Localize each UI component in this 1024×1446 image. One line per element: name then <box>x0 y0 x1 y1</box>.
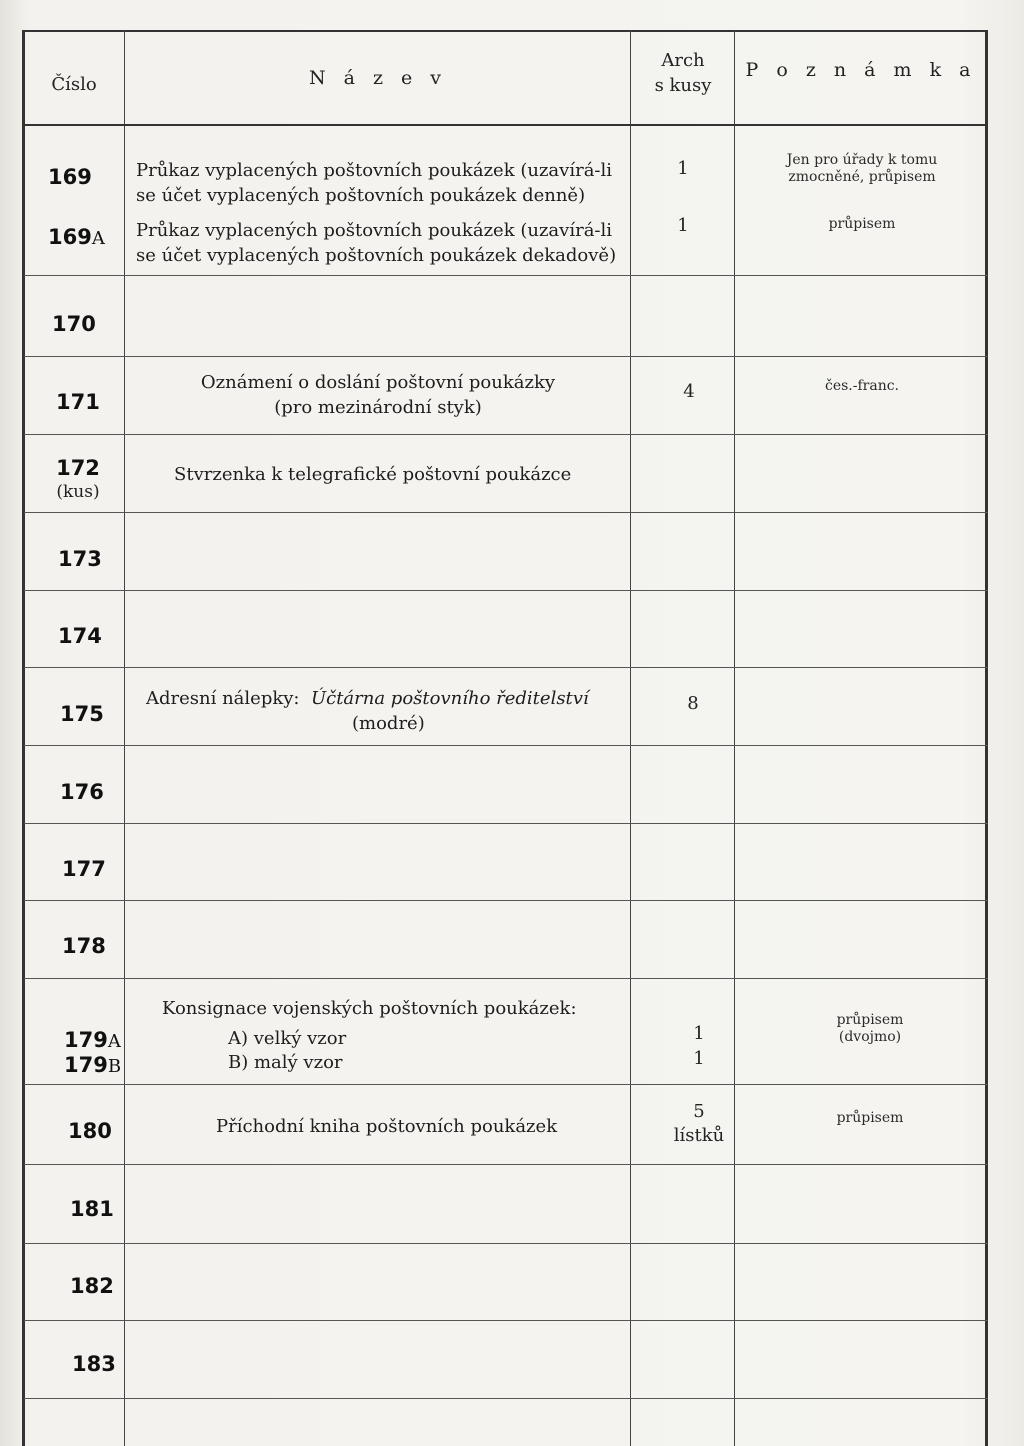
row-number: 169 <box>48 165 92 189</box>
row-name-line: Průkaz vyplacených poštovních poukázek (uzavírá-li <box>136 160 613 181</box>
row-number: 175 <box>60 702 104 726</box>
header-number: Číslo <box>51 74 97 95</box>
row-number: 172 <box>56 456 100 480</box>
row-number <box>48 225 105 249</box>
row-sub-label: (kus) <box>56 482 100 502</box>
row-arch <box>648 1100 750 1148</box>
column-divider-name <box>630 30 631 1446</box>
row-number-suffix: B <box>107 1056 122 1077</box>
row-rule <box>24 978 988 979</box>
row-name-prefix: Adresní nálepky: <box>146 688 300 709</box>
row-arch: 1 <box>677 158 689 179</box>
row-name-line: se účet vyplacených poštovních poukázek dekadově) <box>136 245 617 266</box>
row-name <box>136 218 630 268</box>
row-rule <box>24 1320 988 1321</box>
row-number <box>64 1028 121 1052</box>
row-name-line: Průkaz vyplacených poštovních poukázek (uzavírá-li <box>136 220 613 241</box>
header-arch <box>632 48 734 98</box>
row-rule <box>24 667 988 668</box>
row-arch-line: lístků <box>673 1125 725 1146</box>
row-note-line: Jen pro úřady k tomu <box>786 152 938 168</box>
row-rule <box>24 590 988 591</box>
row-arch-line: 5 <box>693 1101 705 1122</box>
row-rule <box>24 1398 988 1399</box>
row-rule <box>24 745 988 746</box>
row-name-line <box>146 686 636 711</box>
row-arch: 8 <box>687 693 699 714</box>
row-number: 171 <box>56 390 100 414</box>
row-number: 178 <box>62 934 106 958</box>
header-name: N á z e v <box>308 67 448 89</box>
row-note: čes.-franc. <box>824 378 900 394</box>
row-name-italic: Účtárna poštovního ředitelství <box>310 688 589 709</box>
row-number: 180 <box>68 1119 112 1143</box>
row-name-variant-a: A) velký vzor <box>228 1028 347 1049</box>
row-note: průpisem <box>836 1110 904 1126</box>
row-number-main: 179 <box>64 1028 108 1052</box>
row-number: 173 <box>58 547 102 571</box>
row-rule <box>24 1084 988 1085</box>
row-rule <box>24 1164 988 1165</box>
row-note: průpisem <box>828 216 896 232</box>
row-name-line: (pro mezinárodní styk) <box>274 397 482 418</box>
row-arch: 1 <box>693 1048 705 1069</box>
row-rule <box>24 900 988 901</box>
row-name: Příchodní kniha poštovních poukázek <box>216 1116 558 1137</box>
row-name <box>126 370 630 420</box>
row-number <box>64 1053 121 1077</box>
row-note <box>752 152 972 186</box>
row-note-line: zmocněné, průpisem <box>788 169 936 185</box>
row-arch: 1 <box>693 1023 705 1044</box>
row-name-variant-b: B) malý vzor <box>228 1052 343 1073</box>
row-number-main: 179 <box>64 1053 108 1077</box>
row-number-suffix: A <box>91 228 105 249</box>
row-rule <box>24 434 988 435</box>
row-number: 170 <box>52 312 96 336</box>
row-rule <box>24 823 988 824</box>
row-name <box>136 158 630 208</box>
row-number: 177 <box>62 857 106 881</box>
row-note-line: průpisem <box>836 1012 904 1028</box>
row-number-suffix: A <box>107 1031 121 1052</box>
header-note: P o z n á m k a <box>745 59 977 81</box>
row-arch: 4 <box>683 381 695 402</box>
row-note <box>760 1012 980 1046</box>
row-note-line: (dvojmo) <box>838 1029 902 1045</box>
header-arch-line2: s kusy <box>654 75 712 96</box>
header-rule <box>24 124 988 126</box>
row-number: 183 <box>72 1352 116 1376</box>
row-number: 182 <box>70 1274 114 1298</box>
row-name-line: (modré) <box>352 713 425 734</box>
row-arch: 1 <box>677 215 689 236</box>
row-name: Stvrzenka k telegrafické poštovní poukázce <box>174 464 572 485</box>
row-name-line: Oznámení o doslání poštovní poukázky <box>200 372 556 393</box>
row-number: 176 <box>60 780 104 804</box>
column-divider-number <box>124 30 125 1446</box>
row-name-title: Konsignace vojenských poštovních poukázek: <box>162 998 577 1019</box>
row-name <box>146 686 636 736</box>
row-number: 174 <box>58 624 102 648</box>
header-arch-line1: Arch <box>661 50 705 71</box>
row-number: 181 <box>70 1197 114 1221</box>
row-name-line: se účet vyplacených poštovních poukázek denně) <box>136 185 586 206</box>
column-divider-arch <box>734 30 735 1446</box>
row-rule <box>24 1243 988 1244</box>
row-rule <box>24 512 988 513</box>
row-rule <box>24 356 988 357</box>
row-rule <box>24 275 988 276</box>
row-number-main: 169 <box>48 225 92 249</box>
